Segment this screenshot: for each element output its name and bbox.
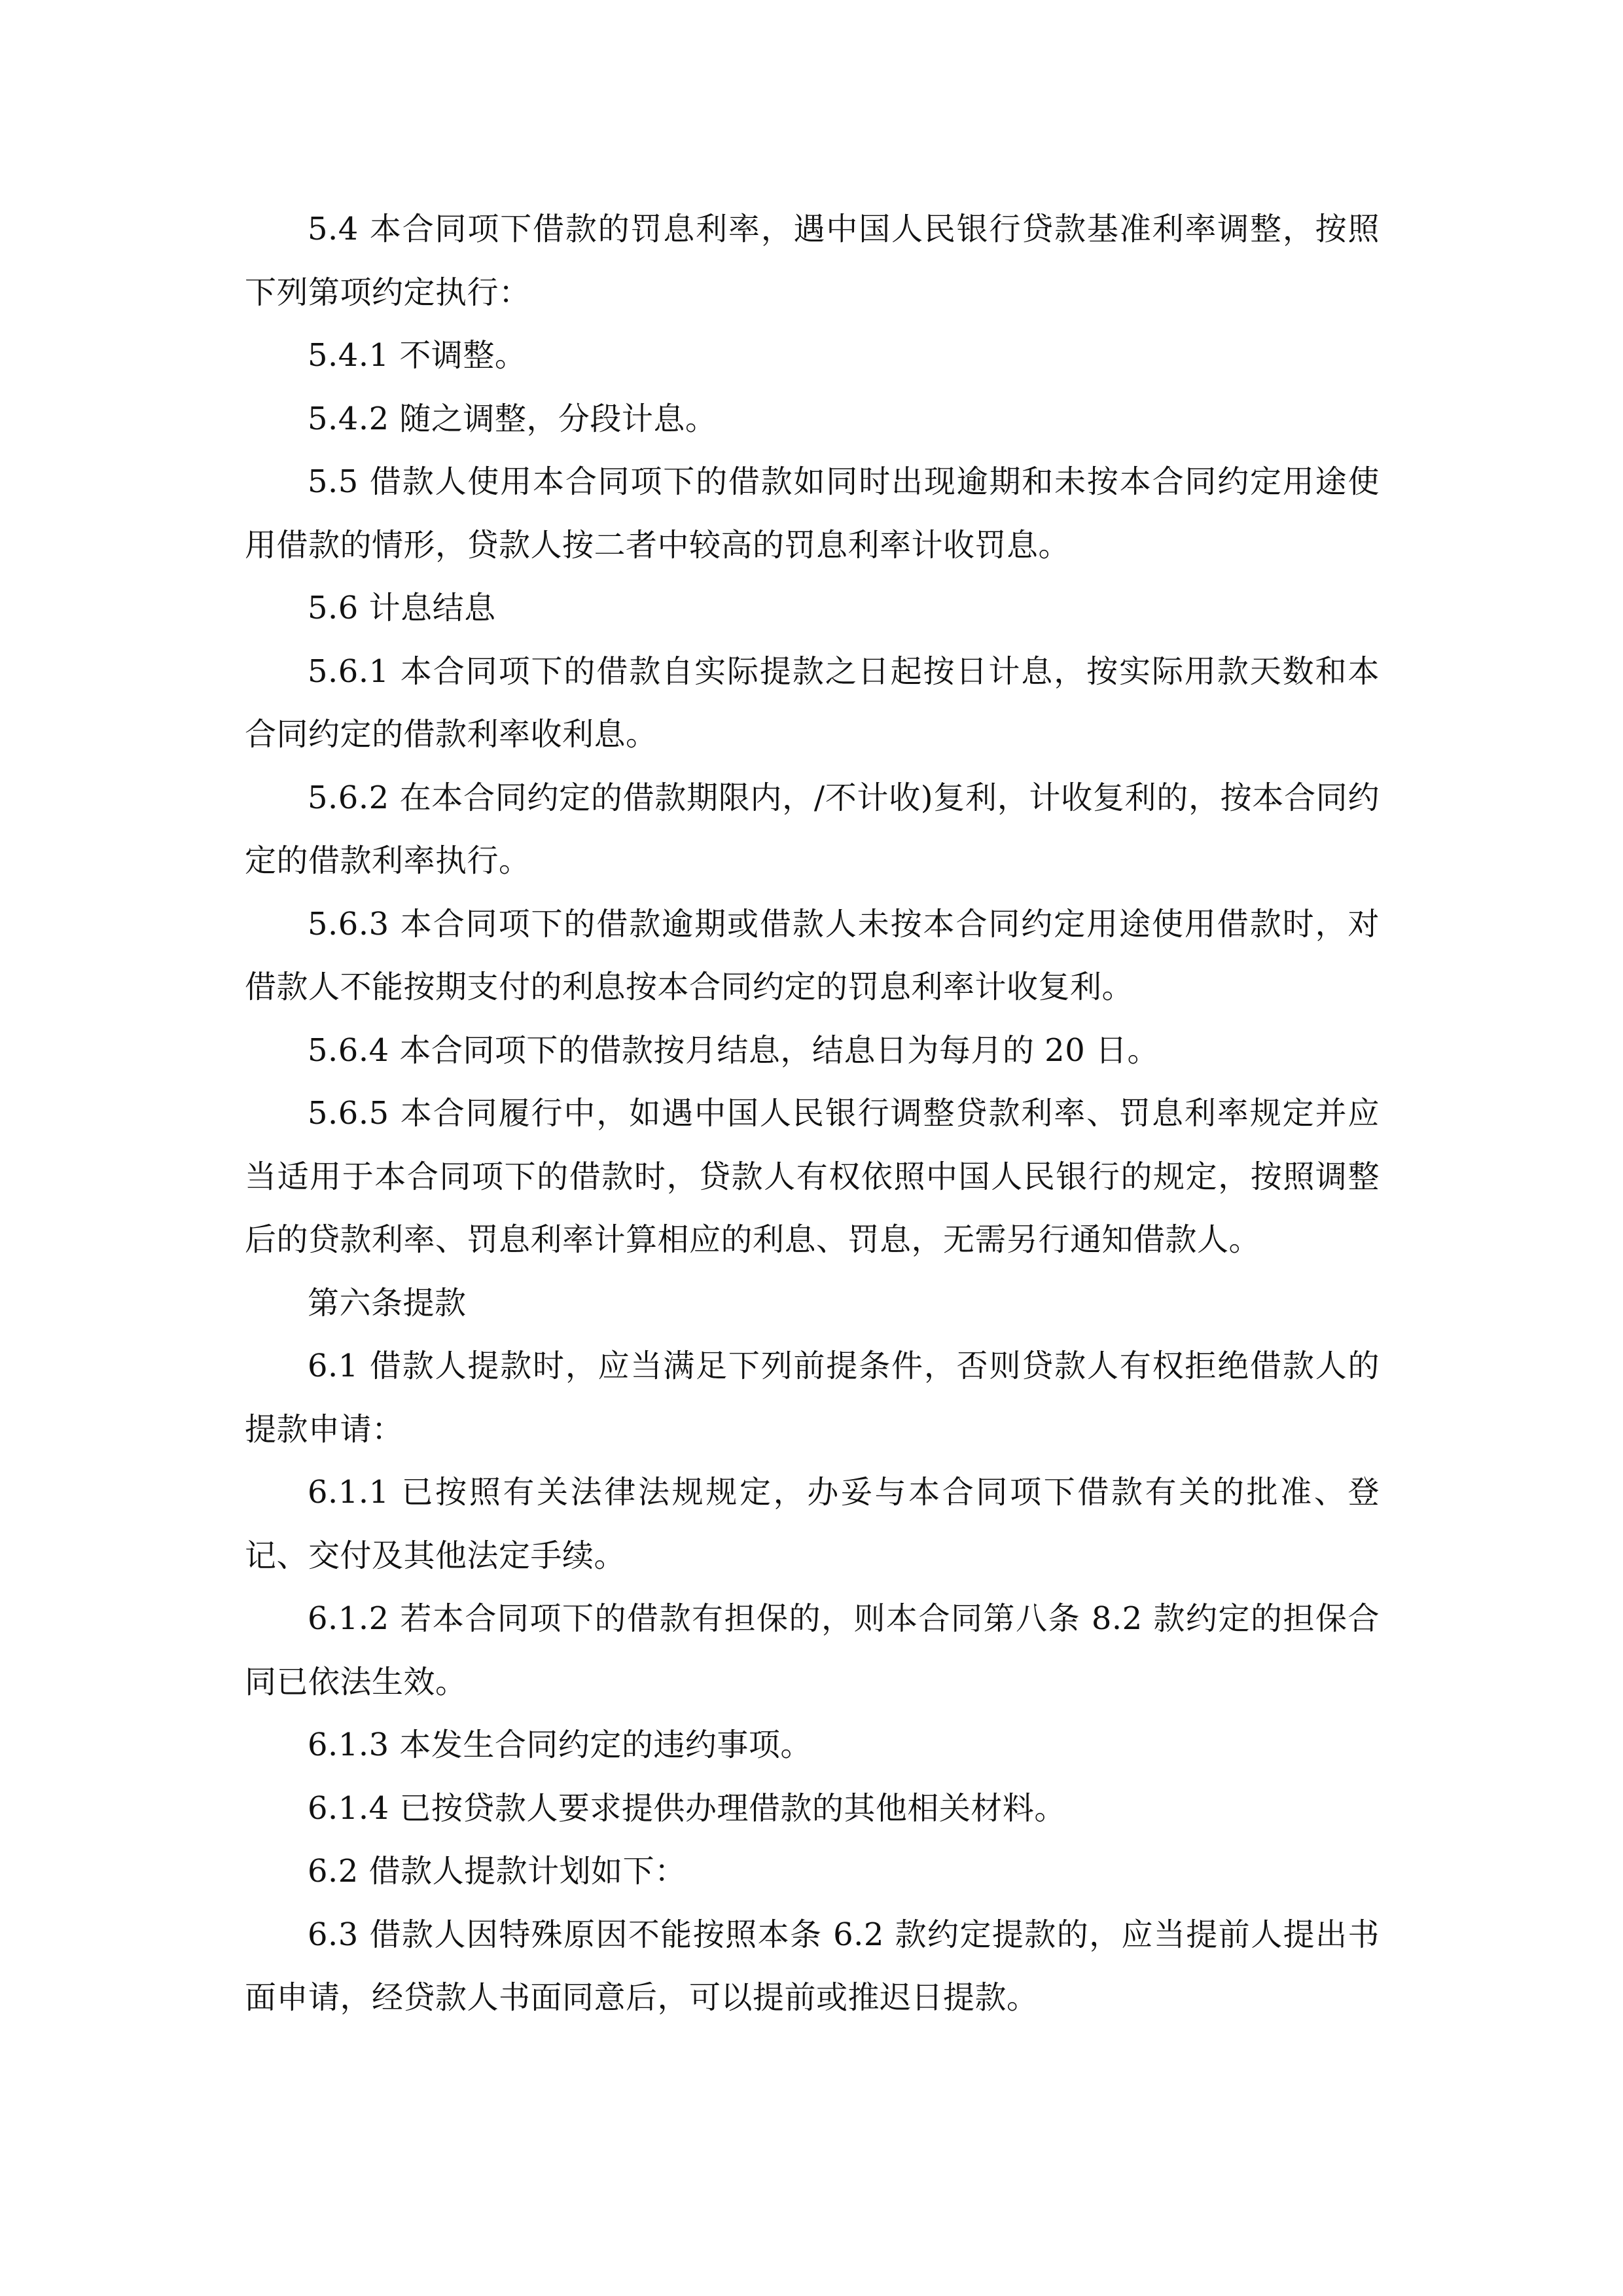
clause-6-1: 6.1 借款人提款时，应当满足下列前提条件，否则贷款人有权拒绝借款人的提款申请： [245, 1348, 1380, 1448]
clause-5-5: 5.5 借款人使用本合同项下的借款如同时出现逾期和未按本合同约定用途使用借款的情形，贷款人按二者中较高的罚息利率计收罚息。 [245, 463, 1380, 564]
clause-5-6-3: 5.6.3 本合同项下的借款逾期或借款人未按本合同约定用途使用借款时，对借款人不能按期支付的利息按本合同约定的罚息利率计收复利。 [245, 905, 1380, 1005]
clause-6-1-1: 6.1.1 已按照有关法律法规规定，办妥与本合同项下借款有关的批准、登记、交付及其他法定手续。 [245, 1474, 1380, 1574]
clause-5-6-1: 5.6.1 本合同项下的借款自实际提款之日起按日计息，按实际用款天数和本合同约定的借款利率收利息。 [245, 653, 1380, 753]
clause-5-6: 5.6 计息结息 [308, 590, 496, 626]
clause-5-6-2: 5.6.2 在本合同约定的借款期限内，/不计收)复利，计收复利的，按本合同约定的借款利率执行。 [245, 779, 1380, 879]
clause-6-3: 6.3 借款人因特殊原因不能按照本条 6.2 款约定提款的，应当提前人提出书面申请，经贷款人书面同意后，可以提前或推迟日提款。 [245, 1916, 1380, 2016]
clause-6-1-4: 6.1.4 已按贷款人要求提供办理借款的其他相关材料。 [308, 1789, 1066, 1827]
clause-5-6-5: 5.6.5 本合同履行中，如遇中国人民银行调整贷款利率、罚息利率规定并应当适用于本合同项下的借款时，贷款人有权依照中国人民银行的规定，按照调整后的贷款利率、罚息利率计算相应的利息、罚息，无需另行通知借款人。 [245, 1095, 1380, 1258]
article-6-heading: 第六条提款 [308, 1284, 467, 1321]
clause-5-4-1: 5.4.1 不调整。 [308, 337, 527, 374]
clause-5-4-2: 5.4.2 随之调整，分段计息。 [308, 400, 717, 437]
clause-5-4: 5.4 本合同项下借款的罚息利率，遇中国人民银行贷款基准利率调整，按照下列第项约定执行： [245, 211, 1380, 311]
clause-6-1-3: 6.1.3 本发生合同约定的违约事项。 [308, 1727, 812, 1763]
document-body [245, 198, 1380, 2030]
clause-6-2: 6.2 借款人提款计划如下： [308, 1853, 687, 1890]
clause-5-6-4: 5.6.4 本合同项下的借款按月结息，结息日为每月的 20 日。 [308, 1031, 1159, 1069]
clause-6-1-2: 6.1.2 若本合同项下的借款有担保的，则本合同第八条 8.2 款约定的担保合同已依法生效。 [245, 1600, 1380, 1700]
